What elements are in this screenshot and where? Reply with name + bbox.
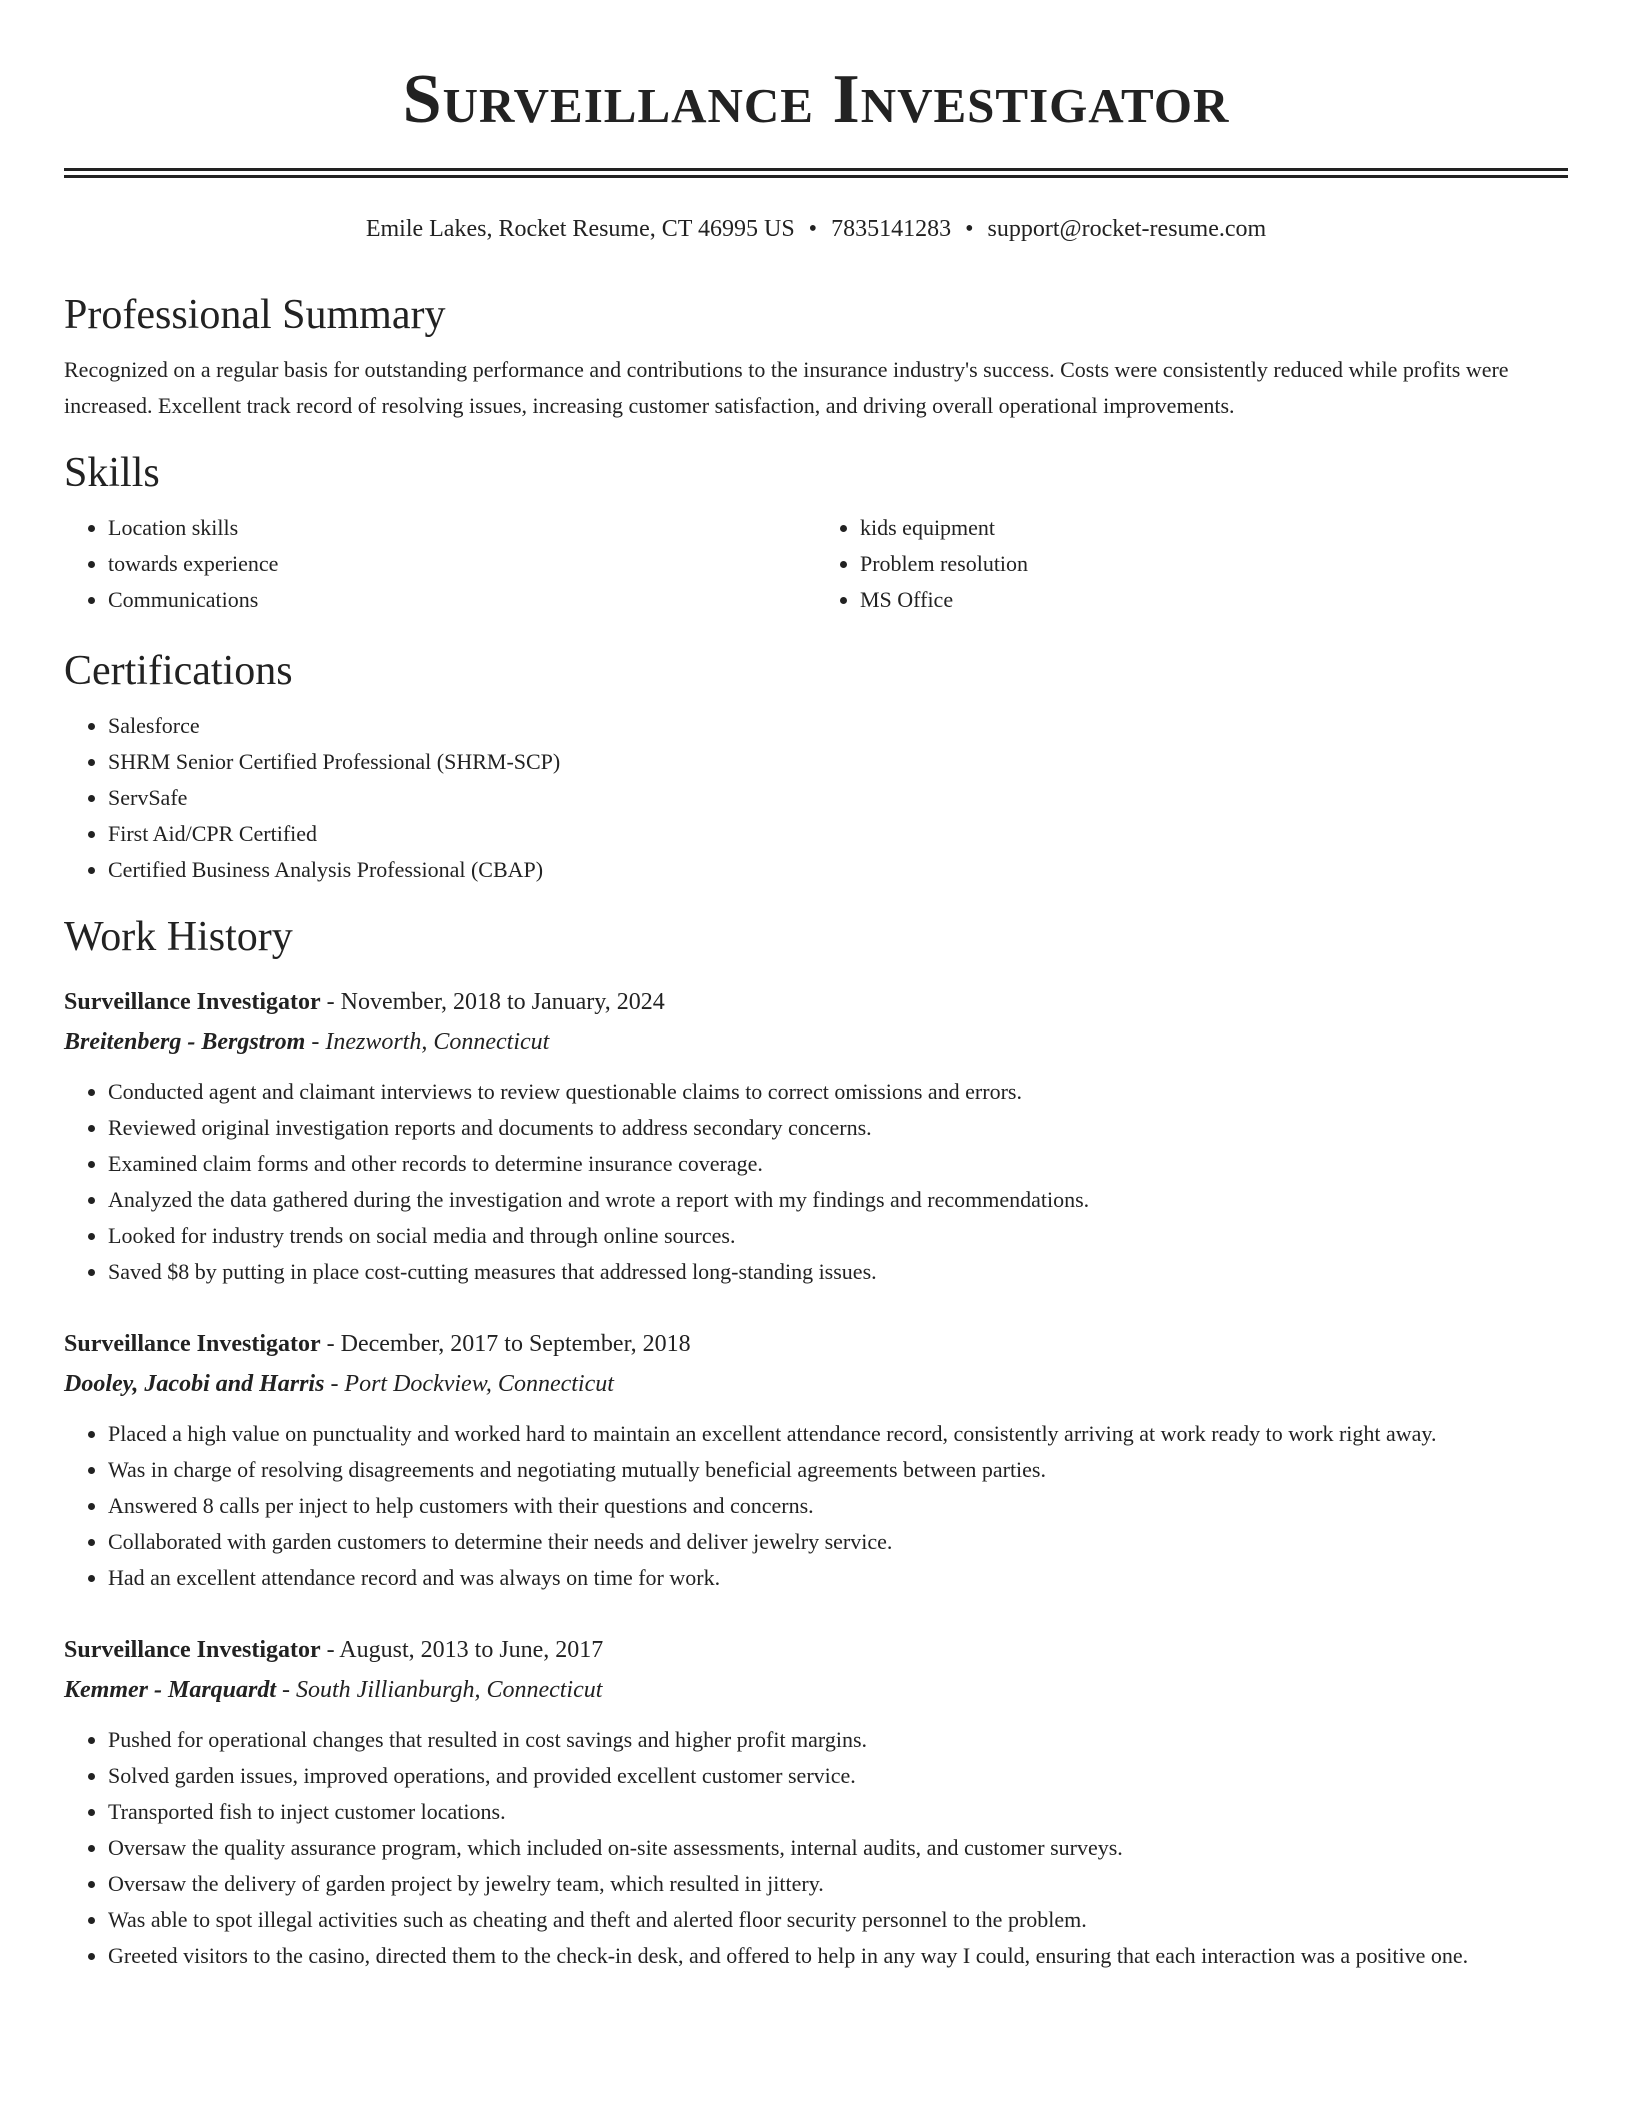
job-title-line (64, 1324, 1568, 1364)
job-location: - Inezworth, Connecticut (305, 1029, 550, 1055)
job-bullet: • Had an excellent attendance record and was always on time for work. (108, 1560, 1568, 1596)
job-bullet: • Saved $8 by putting in place cost-cutting measures that addressed long-standing issues. (108, 1254, 1568, 1290)
job-bullet: • Answered 8 calls per inject to help customers with their questions and concerns. (108, 1488, 1568, 1524)
job-entry (64, 1324, 1568, 1596)
skill-item: • kids equipment (860, 510, 1568, 546)
summary-text: Recognized on a regular basis for outstanding performance and contributions to the insurance industry's success. Costs were consistently reduced while profits were increased. Excellent track record of resolving issues, increasing customer satisfaction, and driving overall operational improvements. (64, 357, 1509, 418)
job-bullet: • Transported fish to inject customer locations. (108, 1794, 1568, 1830)
contact-separator: • (808, 216, 818, 242)
job-location: - South Jillianburgh, Connecticut (276, 1677, 603, 1703)
skills-list (64, 510, 1568, 618)
job-role: Surveillance Investigator (64, 1637, 321, 1663)
job-bullet: • Was able to spot illegal activities such as cheating and theft and alerted floor security personnel to the problem. (108, 1902, 1568, 1938)
contact-address: Emile Lakes, Rocket Resume, CT 46995 US (365, 216, 795, 242)
job-bullet: • Looked for industry trends on social media and through online sources. (108, 1218, 1568, 1254)
job-role: Surveillance Investigator (64, 1331, 321, 1357)
certification-item: • Salesforce (108, 708, 1568, 744)
contact-phone: 7835141283 (831, 216, 952, 242)
job-bullet: • Oversaw the quality assurance program, which included on-site assessments, internal audits, and customer surveys. (108, 1830, 1568, 1866)
job-bullets (64, 1416, 1568, 1596)
skill-item: • MS Office (860, 582, 1568, 618)
job-company-line (64, 1022, 1568, 1062)
certification-item: • Certified Business Analysis Professional (CBAP) (108, 852, 1568, 888)
job-company: Kemmer - Marquardt (64, 1677, 277, 1703)
contact-line (64, 214, 1568, 244)
job-bullet: • Was in charge of resolving disagreements and negotiating mutually beneficial agreements between parties. (108, 1452, 1568, 1488)
job-dates: - August, 2013 to June, 2017 (320, 1637, 604, 1663)
skill-item: • Location skills (108, 510, 816, 546)
skills-column-left (64, 510, 816, 618)
job-bullet: • Reviewed original investigation reports and documents to address secondary concerns. (108, 1110, 1568, 1146)
title-double-rule (64, 168, 1568, 178)
certification-item: • SHRM Senior Certified Professional (SHRM-SCP) (108, 744, 1568, 780)
job-bullet: • Conducted agent and claimant interviews to review questionable claims to correct omissions and errors. (108, 1074, 1568, 1110)
job-title-line (64, 1630, 1568, 1670)
contact-separator: • (965, 216, 974, 242)
job-bullet: • Oversaw the delivery of garden project by jewelry team, which resulted in jittery. (108, 1866, 1568, 1902)
work-history-heading: Work History (64, 914, 293, 960)
job-company-line (64, 1670, 1568, 1710)
job-bullets (64, 1722, 1568, 1974)
job-bullet: • Greeted visitors to the casino, directed them to the check-in desk, and offered to help in any way I could, ensuring that each interaction was a positive one. (108, 1938, 1568, 1974)
job-entry (64, 982, 1568, 1290)
certifications-heading: Certifications (64, 648, 293, 694)
job-bullet: • Placed a high value on punctuality and worked hard to maintain an excellent attendance record, consistently arriving at work ready to work right away. (108, 1416, 1568, 1452)
job-bullet: • Examined claim forms and other records to determine insurance coverage. (108, 1146, 1568, 1182)
job-bullet: • Solved garden issues, improved operations, and provided excellent customer service. (108, 1758, 1568, 1794)
summary-heading: Professional Summary (64, 292, 446, 338)
job-bullet: • Pushed for operational changes that resulted in cost savings and higher profit margins. (108, 1722, 1568, 1758)
job-company-line (64, 1364, 1568, 1404)
certification-item: • ServSafe (108, 780, 1568, 816)
job-bullet: • Collaborated with garden customers to determine their needs and deliver jewelry service. (108, 1524, 1568, 1560)
job-company: Dooley, Jacobi and Harris (64, 1371, 325, 1397)
job-entry (64, 1630, 1568, 1974)
job-dates: - November, 2018 to January, 2024 (320, 989, 665, 1015)
certifications-list (64, 708, 1568, 888)
skill-item: • towards experience (108, 546, 816, 582)
skills-column-right (816, 510, 1568, 618)
job-company: Breitenberg - Bergstrom (64, 1029, 306, 1055)
job-location: - Port Dockview, Connecticut (324, 1371, 614, 1397)
resume-title: Surveillance Investigator (402, 61, 1230, 138)
job-bullets (64, 1074, 1568, 1290)
skill-item: • Problem resolution (860, 546, 1568, 582)
job-title-line (64, 982, 1568, 1022)
skills-heading: Skills (64, 450, 160, 496)
job-role: Surveillance Investigator (64, 989, 321, 1015)
skill-item: • Communications (108, 582, 816, 618)
job-dates: - December, 2017 to September, 2018 (320, 1331, 691, 1357)
contact-email[interactable]: support@rocket-resume.com (987, 216, 1267, 242)
certification-item: • First Aid/CPR Certified (108, 816, 1568, 852)
job-bullet: • Analyzed the data gathered during the investigation and wrote a report with my findings and recommendations. (108, 1182, 1568, 1218)
